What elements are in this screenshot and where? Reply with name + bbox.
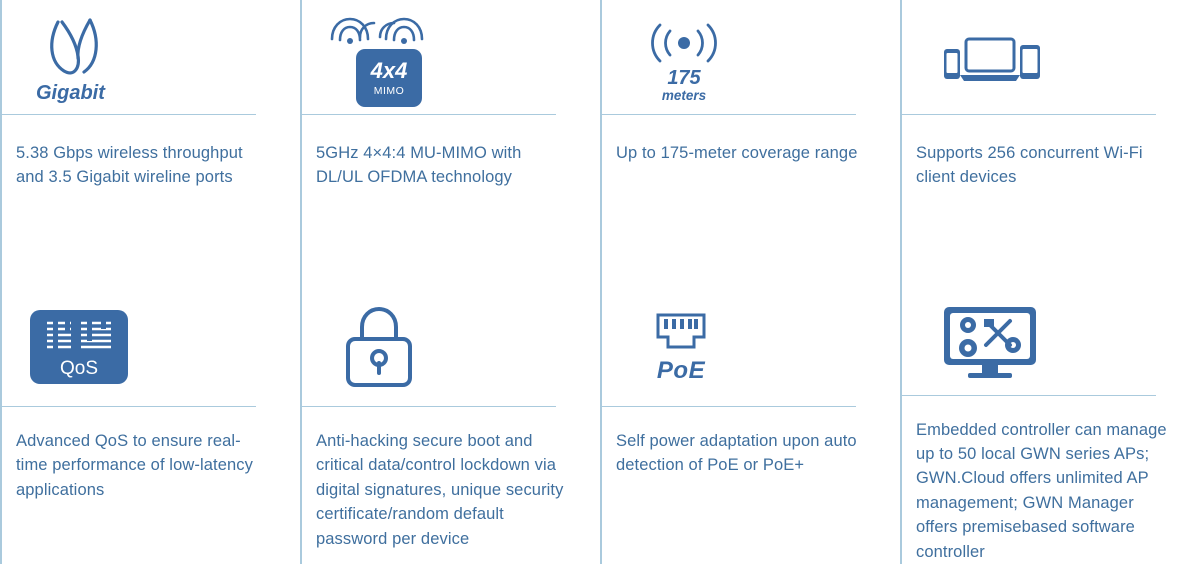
mimo-badge-label: 4x4 [370,57,408,83]
mimo-badge [356,49,422,107]
card-divider [900,114,1156,115]
embedded-controller-icon [938,301,1042,381]
coverage-range-icon [638,17,730,102]
poe-icon-label: PoE [656,357,706,384]
card-divider [600,114,856,115]
multi-device-icon [936,25,1046,95]
feature-description: Embedded controller can manage up to 50 local GWN series APs; GWN.Cloud offers unlimited AP management; GWN Manager offers premisebased software controller [916,420,1167,561]
feature-icon-area [16,2,300,114]
coverage-icon-label: 175 [667,67,701,90]
gigabit-wifi-icon [28,14,138,106]
card-divider [900,395,1156,396]
feature-card-controller [900,282,1200,564]
feature-icon-area [916,2,1200,114]
qos-badge-label: QoS [59,358,99,379]
qos-badge [30,310,128,384]
feature-card-mimo [300,0,600,282]
feature-icon-area [16,284,300,406]
mimo-4x4-icon [334,13,434,107]
mimo-badge-sublabel: MIMO [373,84,405,97]
feature-description: Up to 175-meter coverage range [616,144,858,162]
feature-card-security [300,282,600,564]
card-divider [300,406,556,407]
feature-card-gigabit [0,0,300,282]
feature-icon-area [616,2,900,114]
feature-description: Self power adaptation upon auto detection of PoE or PoE+ [616,432,857,475]
gigabit-icon-label: Gigabit [36,82,105,104]
feature-description: Supports 256 concurrent Wi-Fi client devices [916,144,1143,187]
feature-description: Anti-hacking secure boot and critical data/control lockdown via digital signatures, unique security certificate/random default password per device [316,432,564,548]
poe-port-icon [650,309,712,385]
card-divider [0,406,256,407]
feature-description: 5GHz 4×4:4 MU-MIMO with DL/UL OFDMA technology [316,144,522,187]
card-divider [300,114,556,115]
feature-description: 5.38 Gbps wireless throughput and 3.5 Gigabit wireline ports [16,144,243,187]
feature-card-coverage [600,0,900,282]
feature-card-poe [600,282,900,564]
feature-description: Advanced QoS to ensure real-time performance of low-latency applications [16,432,253,499]
coverage-icon-text [638,68,730,102]
card-divider [0,114,256,115]
feature-icon-area [616,284,900,406]
feature-icon-area [316,284,600,406]
coverage-icon-sublabel: meters [661,87,707,103]
feature-card-clients [900,0,1200,282]
card-divider [600,406,856,407]
feature-icon-area [316,2,600,114]
feature-icon-area [916,284,1200,395]
feature-card-qos [0,282,300,564]
padlock-icon [338,303,420,391]
qos-equalizer-icon [30,310,128,384]
